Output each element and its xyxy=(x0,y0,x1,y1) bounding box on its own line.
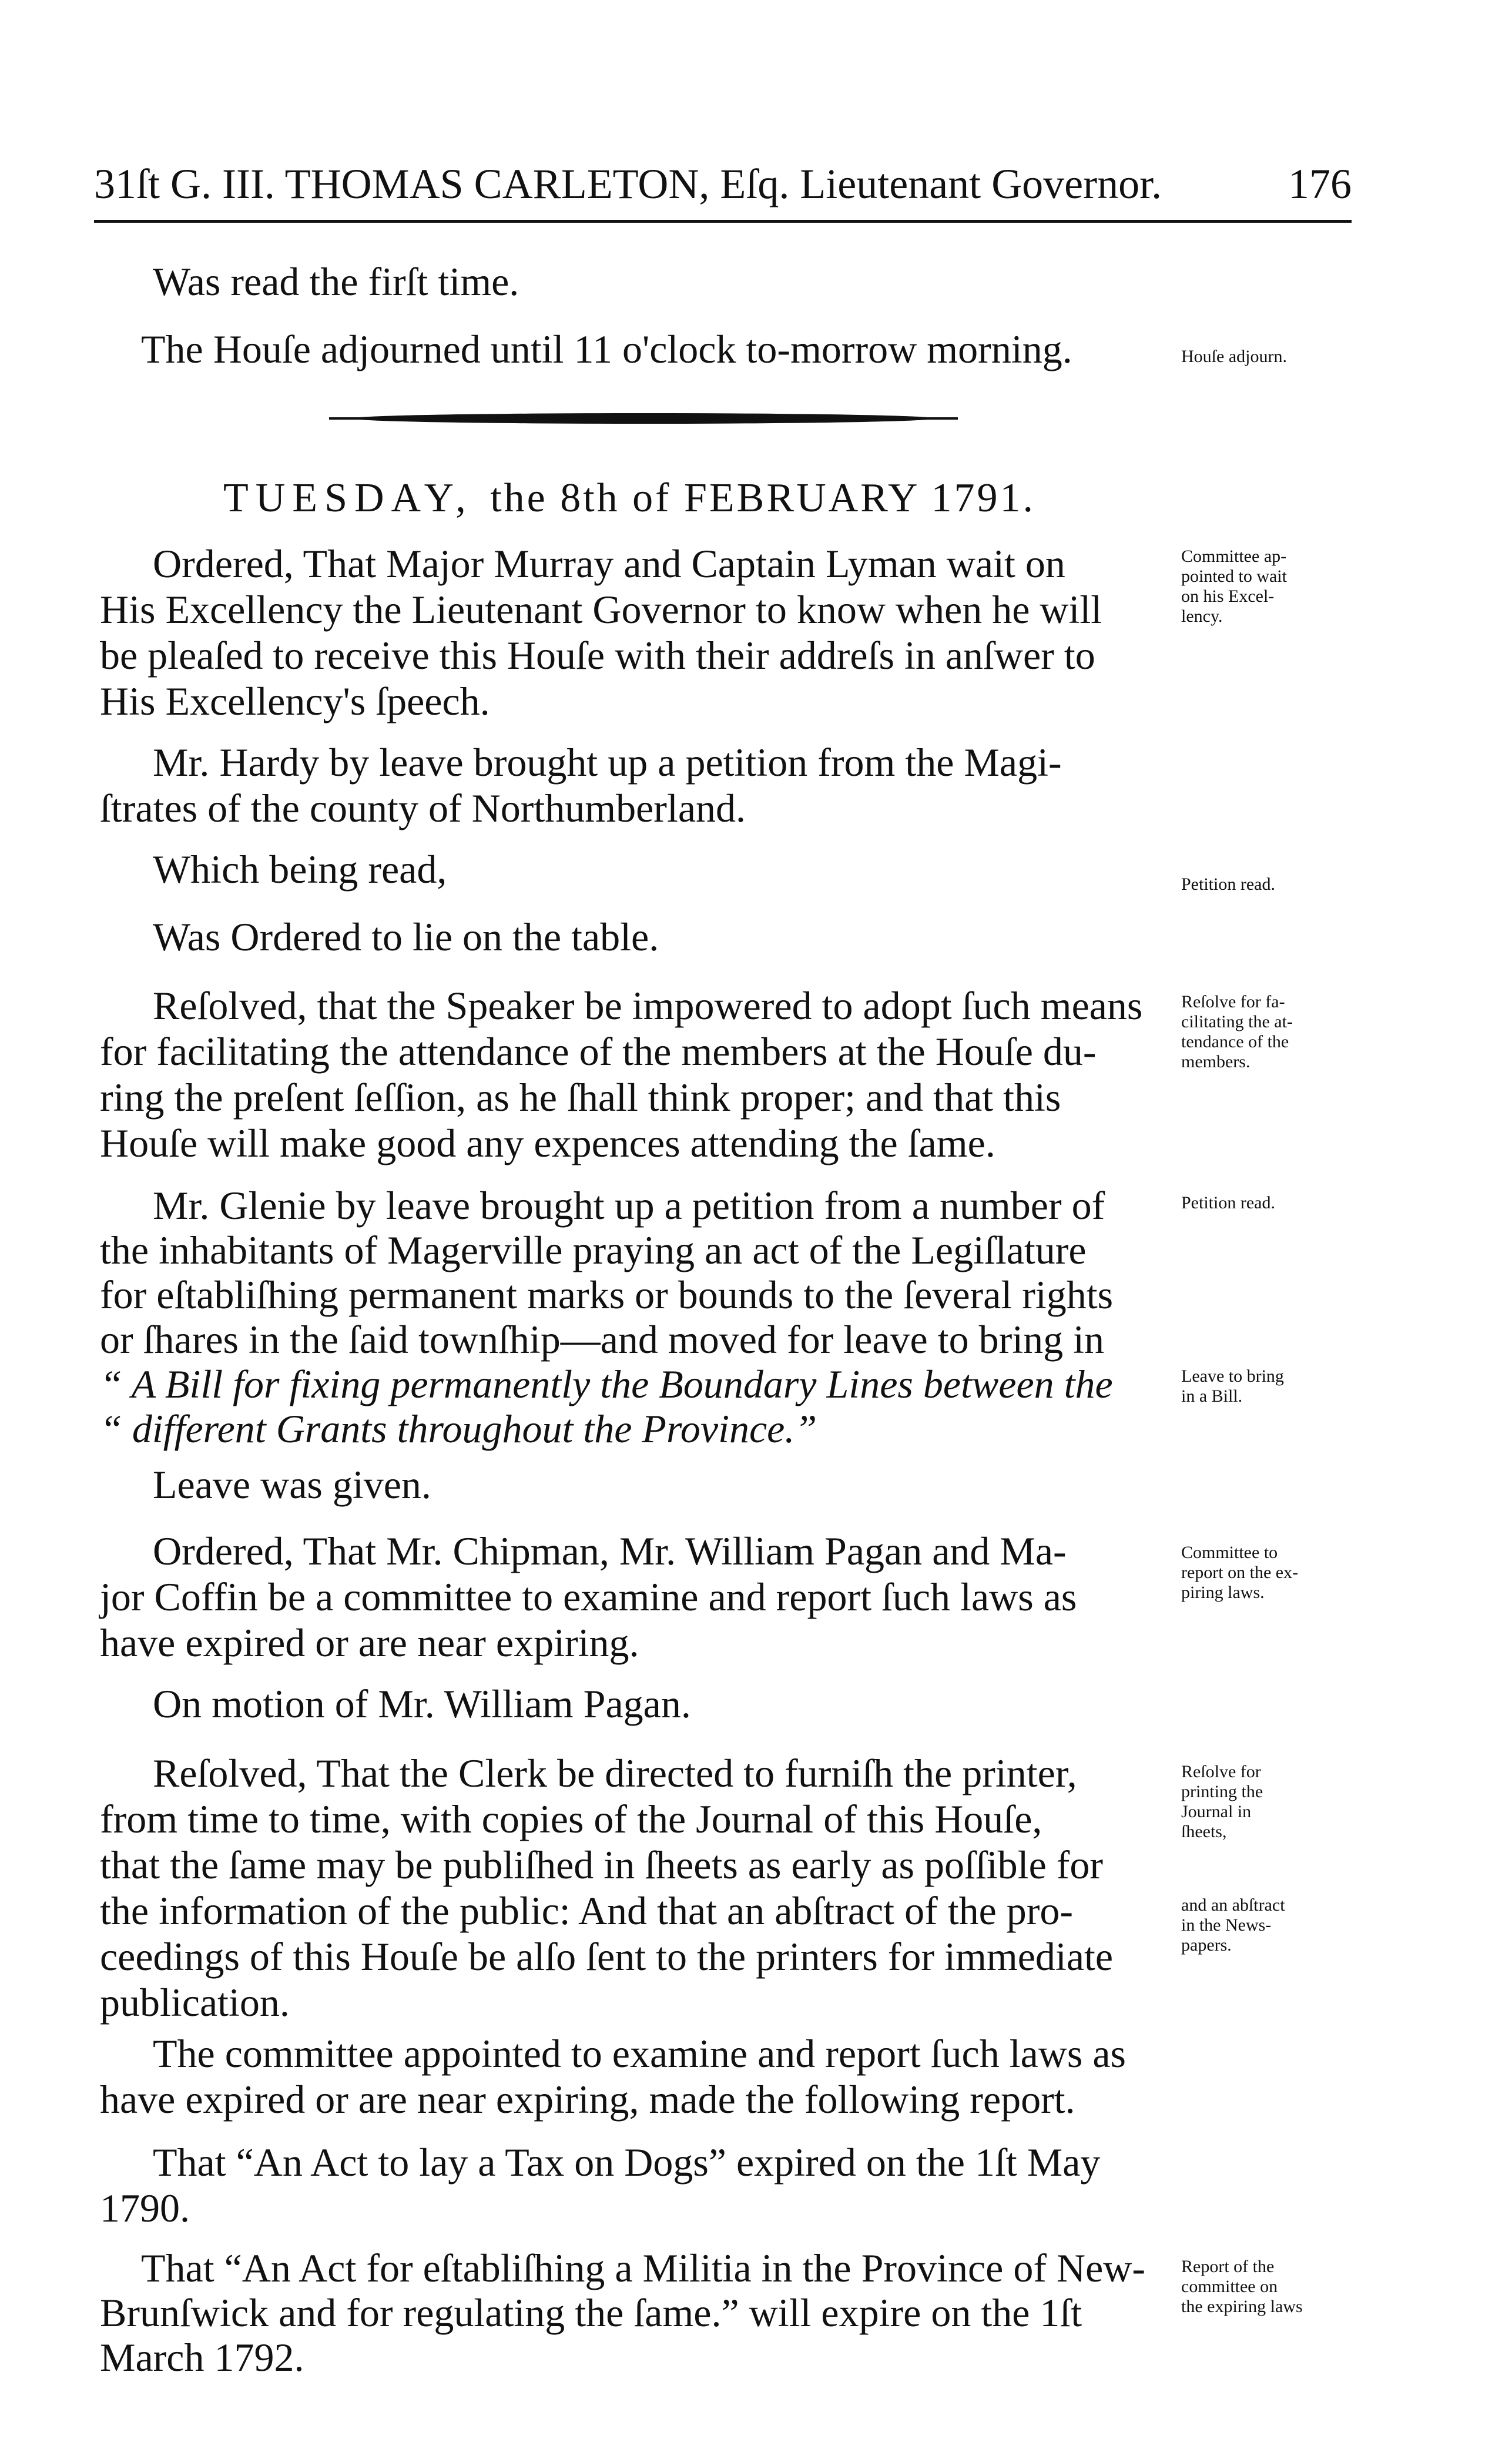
page-number: 176 xyxy=(1288,160,1352,207)
date-heading: TUESDAY, the 8th of FEBRUARY 1791. xyxy=(223,475,1035,521)
document-page: 31ſt G. III. THOMAS CARLETON, Eſq. Lieutenant Governor. 176 Was read the firſt time. The Houſe adjourned until 11 o'clock to-morrow morning. TUESDAY, the 8th of FEBRUARY 1791. Ordered, That Major Murray and Captain Lyman wait on His Excellency the Lieutenant Governor to know when he will be pleaſed to receive this Houſe with their addreſs in anſwer to His Excellency's ſpeech. Mr. Hardy by leave brought up a petition from the Magi- ſtrates of the county of Northumberland. Which being read, Was Ordered to lie on the table. Reſolved, that the Speaker be impowered to adopt ſuch means for facilitating the attendance of the members at the Houſe du- ring the preſent ſeſſion, as he ſhall think proper; and that this Houſe will make good any expences attending the ſame. Mr. Glenie by leave brought up a petition from a number of the inhabitants of Magerville praying an act of the Legiſlature for eſtabliſhing permanent marks or bounds to the ſeveral rights or ſhares in the ſaid townſhip—and moved for leave to bring in “ A Bill for fixing permanently the Boundary Lines between the “ different Grants throughout the Province.” Leave was given. Ordered, That Mr. Chipman, Mr. William Pagan and Ma- jor Coffin be a committee to examine and report ſuch laws as have expired or are near expiring. On motion of Mr. William Pagan. Reſolved, That the Clerk be directed to furniſh the printer, from time to time, with copies of the Journal of this Houſe, that the ſame may be publiſhed in ſheets as early as poſſible for the information of the public: And that an abſtract of the pro- ceedings of this Houſe be alſo ſent to the printers for immediate publication. The committee appointed to examine and report ſuch laws as have expired or are near expiring, made the following report. That “An Act to lay a Tax on Dogs” expired on the 1ſt May 1790. That “An Act for eſtabliſhing a Militia in the Province of New- Brunſwick and for regulating the ſame.” will expire on the 1ſt March 1792. Houſe adjourn. Committee ap- pointed to wait on his Excel- lency. Petition read. Reſolve for fa- cilitating the at- tendance of the members. Petition read. Leave to bring in a Bill. Committee to report on the ex- piring laws. Reſolve for printing the Journal in ſheets, and an abſtract in the News- papers. Report of the committee on the expiring laws xyxy=(0,0,1512,2449)
section-divider-swell xyxy=(353,413,934,424)
header-rule xyxy=(94,220,1352,223)
header-title: 31ſt G. III. THOMAS CARLETON, Eſq. Lieutenant Governor. xyxy=(94,160,1162,207)
